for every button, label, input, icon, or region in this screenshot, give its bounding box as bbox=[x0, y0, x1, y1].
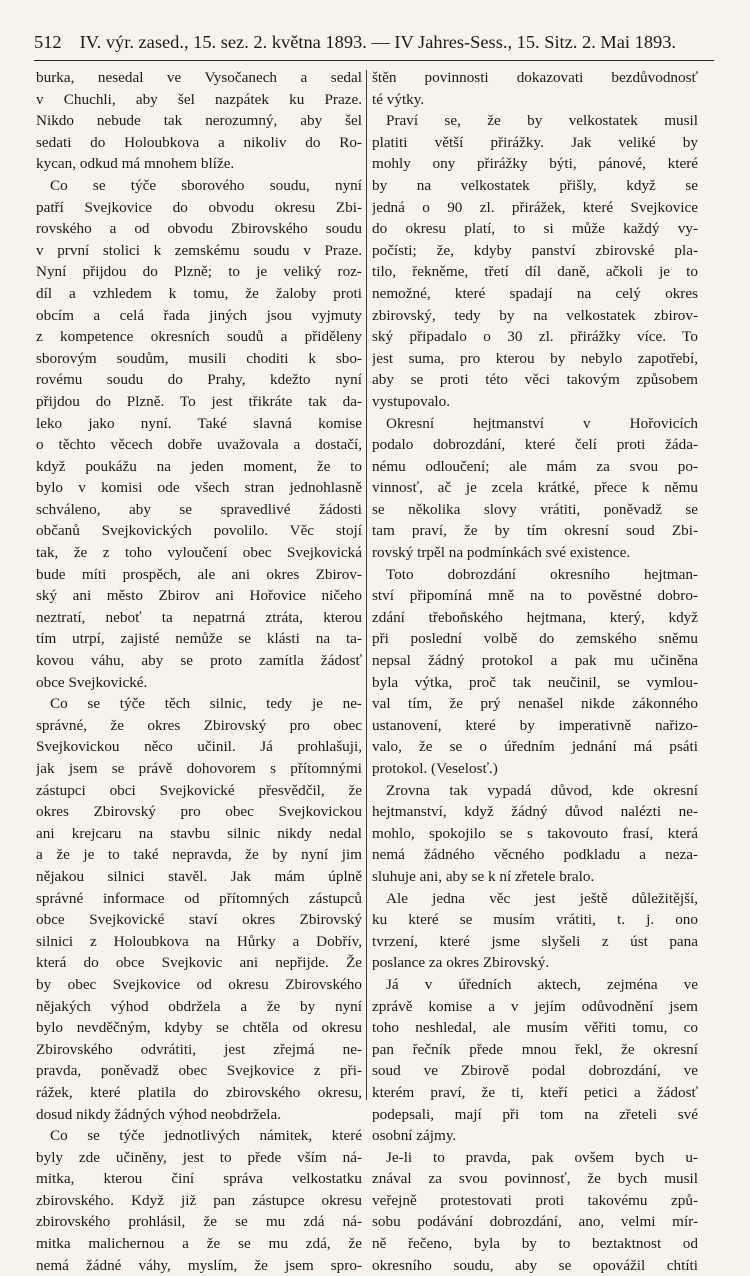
column-divider bbox=[366, 70, 367, 1100]
text-line: aby se proti této věci takovým způsobem bbox=[372, 371, 698, 389]
text-line: byla výtka, proč tak neučinil, se vymlou- bbox=[372, 673, 698, 691]
text-line: nemožné, které spadají na celý okres bbox=[372, 284, 698, 302]
text-line: bylo v komisi ode všech stran jednohlasně bbox=[36, 479, 362, 497]
text-line: ustanovení, které by imperativně nařizo- bbox=[372, 716, 698, 734]
text-line: sedati do Holoubkova a nikoliv do Ro- bbox=[36, 133, 362, 151]
text-line: Svejkovickou něco učinil. Já prohlašuji, bbox=[36, 738, 362, 756]
text-line: v první stolici k zemskému soudu v Praze. bbox=[36, 241, 362, 259]
text-line: zbirovského prohlásil, že se mu zdá ná- bbox=[36, 1213, 362, 1231]
text-line: se několika slovy vrátiti, poněvadž se bbox=[372, 500, 698, 518]
text-line: hejtmanství, když žádný důvod nalézti ne- bbox=[372, 803, 698, 821]
text-line: tak, že z toho vyloučení obec Svejkovická bbox=[36, 544, 362, 562]
text-line: mitka malichernou a že se mu zdá, že bbox=[36, 1235, 362, 1253]
text-line: podepsali, mají při tom na zřeteli své bbox=[372, 1105, 698, 1123]
text-line: vinnosť, ač je zcela krátké, přece k němu bbox=[372, 479, 698, 497]
text-line: kycan, odkud má mnohem blíže. bbox=[36, 155, 235, 173]
text-line: jedná o 90 zl. přirážek, které Svejkovice bbox=[372, 198, 698, 216]
text-line: o těchto věcech dobře uvažovala a dostačí, bbox=[36, 436, 362, 454]
text-line: počísti; že, kdyby panství zbirovské pla- bbox=[372, 241, 698, 259]
text-line: Okresní hejtmanství v Hořovicích bbox=[386, 414, 698, 432]
text-line: Co se týče těch silnic, tedy je ne- bbox=[50, 695, 362, 713]
text-line: Co se týče sborového soudu, nyní bbox=[50, 176, 362, 194]
text-line: a že je to také nepravda, že by nyní jim bbox=[36, 846, 362, 864]
text-line: podalo dobrozdání, které čelí proti žáda- bbox=[372, 436, 698, 454]
text-line: osobní zájmy. bbox=[372, 1127, 457, 1145]
text-line: obcím a celá řada jiných jsou vyjmuty bbox=[36, 306, 362, 324]
text-line: silnici z Holoubkova na Hůrky a Dobřív, bbox=[36, 932, 362, 950]
text-line: té výtky. bbox=[372, 90, 425, 108]
text-line: která do obce Svejkovic ani nepřijde. Že bbox=[36, 954, 362, 972]
page-number: 512 bbox=[34, 32, 62, 52]
text-line: schváleno, aby se spravedlivé žádosti bbox=[36, 500, 362, 518]
text-line: ani krejcaru na stavbu silnic nikdy nedal bbox=[36, 824, 362, 842]
text-line: Zrovna tak vypadá důvod, kde okresní bbox=[386, 781, 698, 799]
text-line: bude míti prospěch, ale ani okres Zbirov- bbox=[36, 565, 362, 583]
text-line: tam praví, že by tím okresní soud Zbi- bbox=[372, 522, 698, 540]
text-line: do okresu platí, to si může každý vy- bbox=[372, 220, 698, 238]
text-line: platiti větší přirážky. Jak veliké by bbox=[372, 133, 698, 151]
text-line: protokol. (Veselosť.) bbox=[372, 760, 498, 777]
text-line: mitka, kterou činí správa velkostatku bbox=[36, 1170, 362, 1188]
text-line: sobu podávání dobrozdání, ano, velmi mír- bbox=[372, 1213, 698, 1231]
text-line: rážek, které platila do zbirovského okresu, bbox=[36, 1083, 362, 1101]
text-line: Nikdo nebude tak nerozumný, aby šel bbox=[36, 112, 362, 130]
text-line: dosud nikdy žádných výhod neobdržela. bbox=[36, 1105, 282, 1123]
right-column bbox=[372, 67, 698, 1276]
text-line: ně řečeno, byla by to beztaktnost od bbox=[372, 1235, 698, 1253]
text-line: znával za svou povinnosť, že bych musil bbox=[372, 1170, 698, 1188]
text-line: Ale jedna věc jest ještě důležitější, bbox=[386, 889, 698, 907]
text-line: zbirovský, tedy by na velkostatek zbirov- bbox=[372, 306, 698, 324]
text-line: vystupovalo. bbox=[372, 392, 451, 410]
header-rule bbox=[34, 60, 714, 61]
text-line: veřejně protestovati proti takovému způ- bbox=[372, 1191, 698, 1209]
text-line: pan řečník přede mnou řekl, že okresní bbox=[372, 1040, 698, 1058]
text-line: v Chuchli, aby šel nazpátek ku Praze. bbox=[36, 90, 362, 108]
text-line: mohlo, spokojilo se s takovouto frasí, která bbox=[372, 824, 698, 842]
text-line: mohly ony přirážky býti, pánové, které bbox=[372, 155, 698, 173]
text-line: ský připadalo o 30 zl. přirážky více. To bbox=[372, 328, 698, 346]
text-line: přijdou do Plzně. To jest třikráte tak da- bbox=[36, 392, 362, 410]
text-line: Co se týče jednotlivých námitek, které bbox=[50, 1127, 362, 1145]
text-line: tilo, řekněme, třetí díl daně, ačkoli je to bbox=[372, 263, 698, 281]
text-line: zdání třeboňského hejtmana, který, když bbox=[372, 608, 698, 626]
text-line: okres Zbirovský pro obec Svejkovickou bbox=[36, 803, 362, 821]
text-line: zástupci obci Svejkovické přesvědčil, že bbox=[36, 781, 362, 799]
text-line: jest suma, pro kterou by nebylo zapotřebí, bbox=[372, 349, 698, 367]
text-line: tvrzení, které jsme slyšeli z úst pana bbox=[372, 932, 698, 950]
text-line: kterém praví, že ti, kteří petici a žádosť bbox=[372, 1083, 698, 1101]
text-line: nějakou silnici stavěl. Jak mám úplně bbox=[36, 867, 362, 885]
text-line: Zbirovského odvrátiti, jest zřejmá ne- bbox=[36, 1040, 362, 1058]
running-title: IV. výr. zased., 15. sez. 2. května 1893. — IV Jahres-Sess., 15. Sitz. 2. Mai 1893. bbox=[79, 32, 677, 52]
text-line: by obec Svejkovice od okresu Zbirovského bbox=[36, 975, 362, 993]
text-line: díl a vzhledem k tomu, že žaloby proti bbox=[36, 284, 362, 302]
text-line: pravda, poněvadž obec Svejkovice z při- bbox=[36, 1062, 362, 1080]
text-line: bylo nevděčným, kdyby se chtěla od okresu bbox=[36, 1019, 362, 1037]
text-line: z kompetence okresních soudů a přiděleny bbox=[36, 328, 362, 346]
text-line: správné informace od přítomných zástupců bbox=[36, 889, 362, 907]
text-line: sluhuje ani, aby se k ní zřetele bralo. bbox=[372, 867, 595, 885]
text-line: neztratí, neboť ta nepatrná ztráta, kterou bbox=[36, 608, 362, 626]
text-line: štěn povinnosti dokazovati bezdůvodnosť bbox=[372, 69, 698, 86]
text-line: ku které se musím vrátiti, t. j. ono bbox=[372, 911, 698, 929]
text-line: leko jako nyní. Také slavná komise bbox=[36, 414, 362, 432]
text-line: toho neshledal, ale musím věřiti tomu, co bbox=[372, 1019, 698, 1037]
text-line: obce Svejkovické. bbox=[36, 673, 148, 691]
text-line: když poukážu na jeden moment, že to bbox=[36, 457, 362, 475]
text-line: rovského a od obvodu Zbirovského soudu bbox=[36, 220, 362, 238]
left-column bbox=[36, 67, 362, 1276]
running-header bbox=[34, 28, 712, 56]
text-line: nějakých výhod obdržela a že by nyní bbox=[36, 997, 362, 1015]
text-line: jak jsem se právě dohovorem s přítomnými bbox=[36, 760, 362, 777]
text-line: tím utrpí, zajisté nemůže se klásti na ta- bbox=[36, 630, 362, 648]
text-line: okresního soudu, aby se opovážil chtíti bbox=[372, 1256, 698, 1274]
text-line: správné, že okres Zbirovský pro obec bbox=[36, 716, 362, 734]
text-line: poslance za okres Zbirovský. bbox=[372, 954, 550, 972]
text-line: soud ve Zbirově podal dobrozdání, ve bbox=[372, 1062, 698, 1080]
text-line: sborovým soudům, musili choditi k sbo- bbox=[36, 349, 362, 367]
text-line: Praví se, že by velkostatek musil bbox=[386, 112, 698, 130]
text-line: ství připomíná mně na to pověstné dobro- bbox=[372, 587, 698, 605]
text-line: rovému soudu do Prahy, kdežto nyní bbox=[36, 371, 362, 389]
text-line: by na velkostatek přišly, když se bbox=[372, 176, 698, 194]
text-line: byly zde učiněny, jest to přede vším ná- bbox=[36, 1148, 362, 1166]
text-line: val tím, že prý nenašel nikde zákonného bbox=[372, 695, 698, 713]
text-line: zprávě komise a v jejím odůvodnění jsem bbox=[372, 997, 698, 1015]
text-line: Je-li to pravda, pak ovšem bych u- bbox=[386, 1148, 698, 1166]
text-line: Nyní přijdou do Plzně; to je veliký roz- bbox=[36, 263, 362, 281]
text-line: kovou váhu, aby se proto zamítla žádosť bbox=[36, 652, 362, 670]
text-line: rovský trpěl na podmínkách své existence. bbox=[372, 544, 631, 562]
text-line: valo, že se o úředním jednání má psáti bbox=[372, 738, 698, 756]
text-line: Já v úředních aktech, zejména ve bbox=[386, 975, 698, 993]
text-line: občanů Svejkovických povolilo. Věc stojí bbox=[36, 522, 362, 540]
text-line: nému odloučení; ale mám za svou po- bbox=[372, 457, 698, 475]
text-line: nepsal žádný protokol a pak mu učiněna bbox=[372, 652, 698, 670]
text-line: burka, nesedal ve Vysočanech a sedal bbox=[36, 69, 362, 86]
text-line: patří Svejkovice do obvodu okresu Zbi- bbox=[36, 198, 362, 216]
text-line: nemá žádného věcného podkladu a neza- bbox=[372, 846, 698, 864]
text-line: Toto dobrozdání okresního hejtman- bbox=[386, 565, 698, 583]
text-line: zbirovského. Když již pan zástupce okresu bbox=[36, 1191, 362, 1209]
text-line: nemá žádné váhy, myslím, že jsem spro- bbox=[36, 1256, 362, 1274]
text-line: ský ani město Zbirov ani Hořovice ničeho bbox=[36, 587, 362, 605]
text-line: obce Svejkovické staví okres Zbirovský bbox=[36, 911, 362, 929]
text-line: při poslední volbě do zemského sněmu bbox=[372, 630, 698, 648]
